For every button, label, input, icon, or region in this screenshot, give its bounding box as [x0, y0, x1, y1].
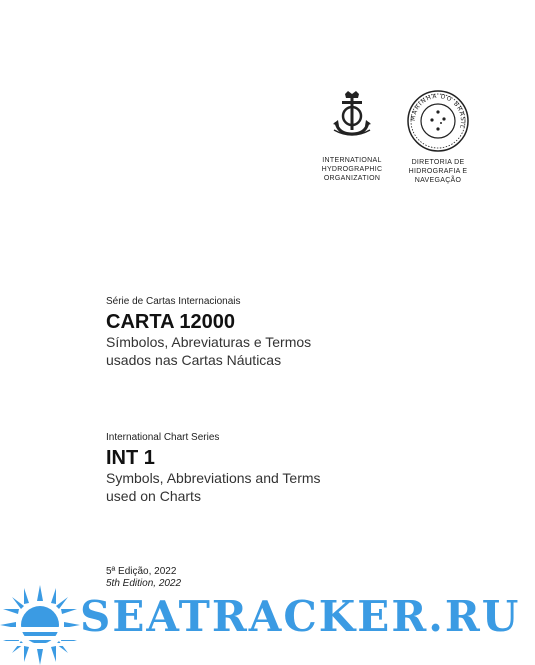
english-title-block	[106, 432, 321, 504]
iho-caption	[318, 156, 386, 183]
dhn-caption-line: HIDROGRAFIA E	[408, 168, 468, 175]
dhn-caption-line: DIRETORIA DE	[411, 159, 465, 166]
series-label-en: International Chart Series	[106, 432, 220, 443]
edition-en: 5th Edition, 2022	[106, 578, 182, 589]
anchor-emblem-icon	[330, 90, 374, 138]
series-label-pt: Série de Cartas Internacionais	[106, 296, 241, 307]
dhn-logo	[400, 90, 476, 185]
dhn-caption-line: NAVEGAÇÃO	[414, 177, 462, 184]
subtitle-en-line2: used on Charts	[106, 488, 201, 504]
watermark-text: SEATRACKER.RU	[80, 592, 521, 641]
seatracker-watermark	[0, 585, 535, 665]
iho-caption-line: HYDROGRAPHIC	[321, 166, 383, 173]
dhn-caption	[400, 158, 476, 185]
iho-caption-line: INTERNATIONAL	[322, 157, 382, 164]
subtitle-en-line1: Symbols, Abbreviations and Terms	[106, 470, 321, 486]
title-en: INT 1	[106, 447, 155, 469]
iho-caption-line: ORGANIZATION	[323, 175, 381, 182]
sun-icon	[0, 585, 80, 665]
seal-text: MARINHA DO BRASIL	[409, 92, 467, 130]
seal-icon	[407, 90, 469, 152]
subtitle-pt-line1: Símbolos, Abreviaturas e Termos	[106, 334, 312, 350]
portuguese-title-block	[106, 296, 311, 368]
iho-logo	[318, 90, 386, 183]
edition-pt: 5ª Edição, 2022	[106, 566, 177, 577]
title-pt: CARTA 12000	[106, 311, 235, 333]
subtitle-pt-line2: usados nas Cartas Náuticas	[106, 352, 282, 368]
